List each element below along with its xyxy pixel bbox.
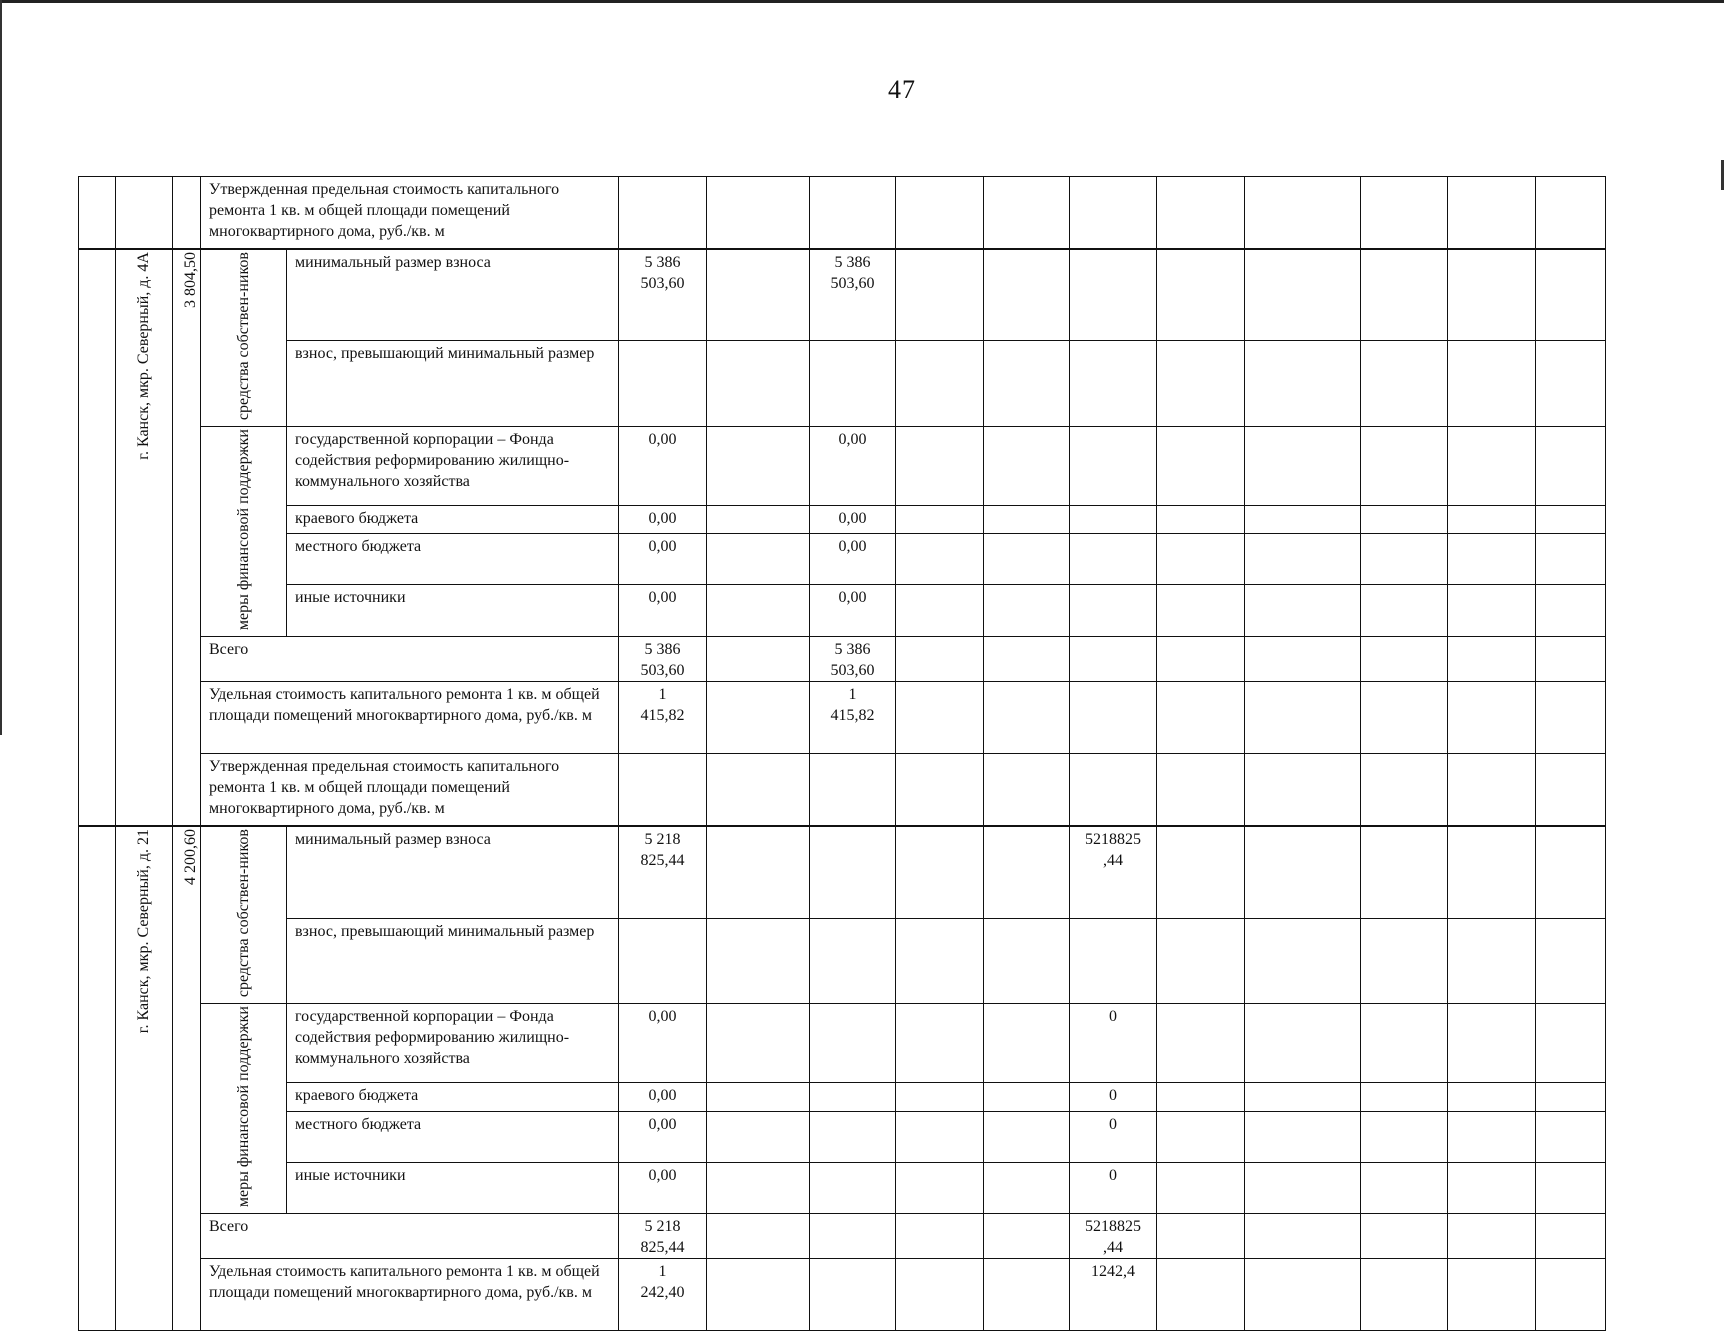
group-owners-funds: средства собствен-ников xyxy=(201,826,287,1004)
table-row xyxy=(79,249,1606,341)
table-row xyxy=(79,341,1606,426)
table-row xyxy=(79,505,1606,533)
table-row xyxy=(79,753,1606,826)
row-label-total: Всего xyxy=(201,636,619,681)
table-row xyxy=(79,919,1606,1004)
building-area: 3 804,50 xyxy=(173,249,201,827)
value-cell: 5 386 503,60 xyxy=(619,249,707,341)
value-cell: 5 386 503,60 xyxy=(619,636,707,681)
group-support-measures: меры финансовой поддержки xyxy=(201,426,287,636)
value-cell: 0,00 xyxy=(810,534,896,585)
row-label-approved-limit: Утвержденная предельная стоимость капитального ремонта 1 кв. м общей площади помещений многоквартирного дома, руб./кв. м xyxy=(201,753,619,826)
table-row xyxy=(79,636,1606,681)
row-label-over-min-fee: взнос, превышающий минимальный размер xyxy=(287,341,619,426)
table-row xyxy=(79,1214,1606,1259)
value-cell: 0,00 xyxy=(619,1111,707,1162)
value-cell: 0,00 xyxy=(619,505,707,533)
row-label-unit-cost: Удельная стоимость капитального ремонта 1 кв. м общей площади помещений многоквартирного дома, руб./кв. м xyxy=(201,1259,619,1331)
table-row xyxy=(79,534,1606,585)
value-cell: 1 415,82 xyxy=(810,681,896,753)
building-address: г. Канск, мкр. Северный, д. 4А xyxy=(116,249,173,827)
row-label-over-min-fee: взнос, превышающий минимальный размер xyxy=(287,919,619,1004)
value-cell: 0,00 xyxy=(810,584,896,636)
table-row xyxy=(79,1162,1606,1214)
table-row xyxy=(79,826,1606,918)
row-label-local-budget: местного бюджета xyxy=(287,534,619,585)
table-row xyxy=(79,426,1606,505)
scan-border-left xyxy=(0,0,2,735)
value-cell: 0 xyxy=(1070,1004,1157,1083)
row-label-state-corp: государственной корпорации – Фонда содействия реформированию жилищно-коммунального хозяйства xyxy=(287,1004,619,1083)
value-cell: 5 386 503,60 xyxy=(810,636,896,681)
capital-repair-table xyxy=(78,176,1606,1331)
row-label-approved-limit: Утвержденная предельная стоимость капитального ремонта 1 кв. м общей площади помещений многоквартирного дома, руб./кв. м xyxy=(201,177,619,249)
value-cell: 5218825 ,44 xyxy=(1070,1214,1157,1259)
value-cell: 0 xyxy=(1070,1162,1157,1214)
table-row xyxy=(79,1259,1606,1331)
value-cell: 5 218 825,44 xyxy=(619,1214,707,1259)
value-cell: 0,00 xyxy=(619,1162,707,1214)
table-row xyxy=(79,1083,1606,1111)
value-cell: 5 386 503,60 xyxy=(810,249,896,341)
table-row xyxy=(79,584,1606,636)
value-cell: 0,00 xyxy=(619,1083,707,1111)
row-label-state-corp: государственной корпорации – Фонда содействия реформированию жилищно-коммунального хозяйства xyxy=(287,426,619,505)
value-cell: 0,00 xyxy=(810,505,896,533)
value-cell: 0,00 xyxy=(619,1004,707,1083)
value-cell: 0,00 xyxy=(619,534,707,585)
page-number: 47 xyxy=(888,75,916,104)
table-row xyxy=(79,177,1606,249)
row-label-total: Всего xyxy=(201,1214,619,1259)
value-cell: 0,00 xyxy=(619,584,707,636)
value-cell: 0 xyxy=(1070,1111,1157,1162)
row-label-min-fee: минимальный размер взноса xyxy=(287,826,619,918)
row-label-local-budget: местного бюджета xyxy=(287,1111,619,1162)
value-cell: 0,00 xyxy=(810,426,896,505)
table-row xyxy=(79,681,1606,753)
row-label-unit-cost: Удельная стоимость капитального ремонта 1 кв. м общей площади помещений многоквартирного дома, руб./кв. м xyxy=(201,681,619,753)
row-label-min-fee: минимальный размер взноса xyxy=(287,249,619,341)
table-row xyxy=(79,1111,1606,1162)
table-row xyxy=(79,1004,1606,1083)
value-cell: 1242,4 xyxy=(1070,1259,1157,1331)
row-label-regional-budget: краевого бюджета xyxy=(287,1083,619,1111)
value-cell: 5218825 ,44 xyxy=(1070,826,1157,918)
building-address: г. Канск, мкр. Северный, д. 21 xyxy=(116,826,173,1331)
scan-border-top xyxy=(0,0,1724,3)
row-label-other-sources: иные источники xyxy=(287,584,619,636)
value-cell: 1 415,82 xyxy=(619,681,707,753)
building-area: 4 200,60 xyxy=(173,826,201,1331)
row-label-other-sources: иные источники xyxy=(287,1162,619,1214)
group-support-measures: меры финансовой поддержки xyxy=(201,1004,287,1214)
value-cell: 1 242,40 xyxy=(619,1259,707,1331)
value-cell: 0 xyxy=(1070,1083,1157,1111)
group-owners-funds: средства собствен-ников xyxy=(201,249,287,427)
row-label-regional-budget: краевого бюджета xyxy=(287,505,619,533)
value-cell: 5 218 825,44 xyxy=(619,826,707,918)
value-cell: 0,00 xyxy=(619,426,707,505)
